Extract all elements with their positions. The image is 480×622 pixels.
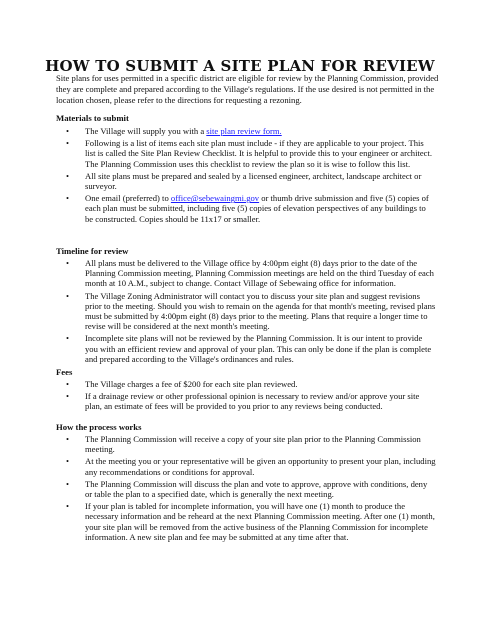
bullet-icon: •	[66, 193, 70, 204]
list-item	[56, 479, 436, 499]
materials-heading: Materials to submit	[56, 113, 129, 123]
materials-item-4-text: One email (preferred) to	[85, 193, 171, 204]
bullet-icon: •	[66, 434, 70, 444]
materials-item-1-text: The Village will supply you with a	[85, 126, 207, 136]
site-plan-review-form-link[interactable]: site plan review form.	[206, 126, 282, 136]
bullet-icon: •	[66, 290, 70, 301]
fees-item-text: The Village charges a fee of $200 for each site plan reviewed.	[85, 379, 298, 389]
fees-item-text: If a drainage review or other professional opinion is necessary to review and/or approve your site plan, an estimate of fees will be provided to you prior to any reviews being conducted.	[85, 391, 420, 412]
bullet-icon: •	[66, 456, 70, 467]
process-heading: How the process works	[56, 422, 142, 432]
list-item	[56, 391, 436, 411]
bullet-icon: •	[66, 478, 70, 489]
timeline-item-text: Incomplete site plans will not be reviewed by the Planning Commission. It is our intent to provide you with an efficient review and approval of your plan. This can only be done if the plan is complete and prepared according to the Village's ordinances and rules.	[85, 333, 432, 364]
bullet-icon: •	[66, 258, 70, 268]
list-item	[56, 138, 436, 169]
timeline-heading: Timeline for review	[56, 246, 129, 256]
process-item-text: The Planning Commission will discuss the plan and vote to approve, approve with conditions, deny or table the plan to a specified date, which is generally the next meeting.	[85, 478, 428, 500]
process-item-text: If your plan is tabled for incomplete information, you will have one (1) month to produce the necessary information and be reheard at the next Planning Commission meeting. After one (1) month, your site plan will be removed from the active business of the Planning Commission for incomplete information. A new site plan and fee may be submitted at any time after that.	[85, 501, 435, 542]
intro-paragraph: Site plans for uses permitted in a specific district are eligible for review by the Planning Commission, provided they are complete and prepared according to the Village's regulations. If the use desired is not permitted in the location chosen, please refer to the directions for requesting a rezoning.	[56, 73, 439, 105]
materials-list	[56, 126, 436, 226]
bullet-icon: •	[66, 391, 70, 402]
list-item	[56, 379, 436, 389]
list-item	[56, 193, 436, 224]
bullet-icon: •	[66, 501, 70, 512]
list-item	[56, 456, 436, 476]
page-title: HOW TO SUBMIT A SITE PLAN FOR REVIEW	[45, 57, 435, 75]
timeline-list	[56, 258, 436, 366]
fees-list	[56, 379, 436, 414]
process-item-text: The Planning Commission will receive a copy of your site plan prior to the Planning Commission meeting.	[85, 434, 421, 455]
bullet-icon: •	[66, 379, 70, 389]
materials-item-2-text: Following is a list of items each site plan must include - if they are applicable to your project. This list is called the Site Plan Review Checklist. It is helpful to provide this to your engineer or architect. The Planning Commission uses this checklist to review the plan so it is wise to follow this list.	[85, 138, 433, 169]
list-item	[56, 333, 436, 364]
bullet-icon: •	[66, 333, 70, 344]
list-item	[56, 291, 436, 332]
materials-item-3-text: All site plans must be prepared and sealed by a licensed engineer, architect, landscape architect or surveyor.	[85, 170, 422, 192]
process-list	[56, 434, 436, 544]
list-item	[56, 501, 436, 542]
fees-heading: Fees	[56, 367, 73, 377]
office-email-link[interactable]: office@sebewaingmi.gov	[170, 193, 260, 204]
process-item-text: At the meeting you or your representative will be given an opportunity to present your plan, including any recommendations or conditions for approval.	[85, 456, 436, 477]
list-item	[56, 258, 436, 289]
timeline-item-text: The Village Zoning Administrator will contact you to discuss your site plan and suggest revisions prior to the meeting. Should you wish to remain on the agenda for that month's meeting, revised plans must be submitted by 4:00pm eight (8) days prior to the meeting. Plans that require a longer time to revise will be considered at the next month's meeting.	[85, 290, 436, 332]
timeline-item-text: All plans must be delivered to the Village office by 4:00pm eight (8) days prior to the date of the Planning Commission meeting, Planning Commission meetings are held on the third Tuesday of each month at 10 A.M., subject to change. Contact Village of Sebewaing office for information.	[85, 258, 434, 289]
list-item	[56, 434, 436, 454]
list-item	[56, 126, 436, 136]
list-item	[56, 171, 436, 191]
bullet-icon: •	[66, 138, 70, 149]
bullet-icon: •	[66, 126, 70, 136]
materials-item-4-text-end: or thumb drive submission and five (5) copies of each plan must be submitted, including five (5) copies of elevation perspectives of any buildings to be constructed. Copies should be 11x17 or smaller.	[85, 193, 429, 224]
bullet-icon: •	[66, 170, 70, 181]
